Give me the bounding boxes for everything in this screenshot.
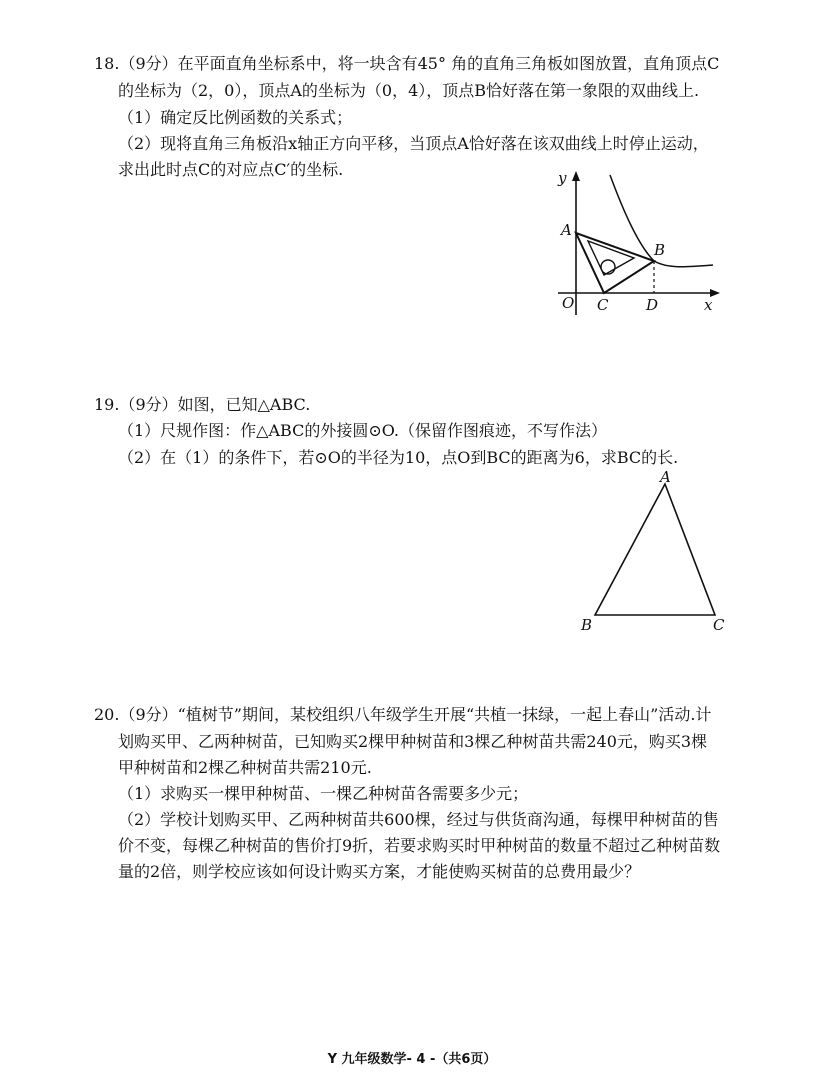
label-y: y <box>558 169 567 187</box>
q18-line-1: 18.（9分）在平面直角坐标系中，将一块含有45° 角的直角三角板如图放置，直角顶点C <box>94 54 720 73</box>
q20-line-3: 甲种树苗和2棵乙种树苗共需210元. <box>118 758 372 777</box>
q18-part-2-cont: 求出此时点C的对应点C′的坐标. <box>118 160 344 179</box>
q20-part-2-cont-2: 量的2倍，则学校应该如何设计购买方案，才能使购买树苗的总费用最少？ <box>118 862 641 881</box>
q19-figure <box>575 468 735 638</box>
y-axis-arrow-icon <box>572 171 580 181</box>
label-a: A <box>660 468 671 486</box>
label-x: x <box>704 296 713 314</box>
q20-part-2-cont-1: 价不变，每棵乙种树苗的售价打9折，若要求购买时甲种树苗的数量不超过乙种树苗数 <box>118 836 721 855</box>
label-b: B <box>581 616 593 634</box>
q19-line-1: 19.（9分）如图，已知△ABC. <box>94 395 311 414</box>
q18-part-1: （1）确定反比例函数的关系式； <box>118 108 353 127</box>
q18-line-2: 的坐标为（2，0），顶点A的坐标为（0，4），顶点B恰好落在第一象限的双曲线上. <box>118 81 700 100</box>
triangle-abc <box>595 484 715 615</box>
label-b: B <box>654 241 666 259</box>
q18-part-2: （2）现将直角三角板沿x轴正方向平移，当顶点A恰好落在该双曲线上时停止运动， <box>118 134 709 153</box>
q19-part-1: （1）尺规作图：作△ABC的外接圆⊙O.（保留作图痕迹，不写作法） <box>118 421 608 440</box>
label-c: C <box>597 296 609 314</box>
label-a: A <box>561 221 572 239</box>
q20-part-2: （2）学校计划购买甲、乙两种树苗共600棵，经过与供货商沟通，每棵甲种树苗的售 <box>118 810 719 829</box>
q20-part-1: （1）求购买一棵甲种树苗、一棵乙种树苗各需要多少元； <box>118 784 529 803</box>
label-o: O <box>562 294 575 312</box>
q18-figure <box>548 165 728 325</box>
q20-line-2: 划购买甲、乙两种树苗，已知购买2棵甲种树苗和3棵乙种树苗共需240元，购买3棵 <box>118 732 708 751</box>
page-footer: Y 九年级数学- 4 -（共6页） <box>327 1052 497 1067</box>
triangle-hole <box>601 260 615 274</box>
q19-part-2: （2）在（1）的条件下，若⊙O的半径为10，点O到BC的距离为6，求BC的长. <box>118 448 679 467</box>
q20-line-1: 20.（9分）“植树节”期间，某校组织八年级学生开展“共植一抹绿，一起上春山”活动.计 <box>94 705 712 724</box>
label-c: C <box>713 616 725 634</box>
label-d: D <box>646 296 659 314</box>
